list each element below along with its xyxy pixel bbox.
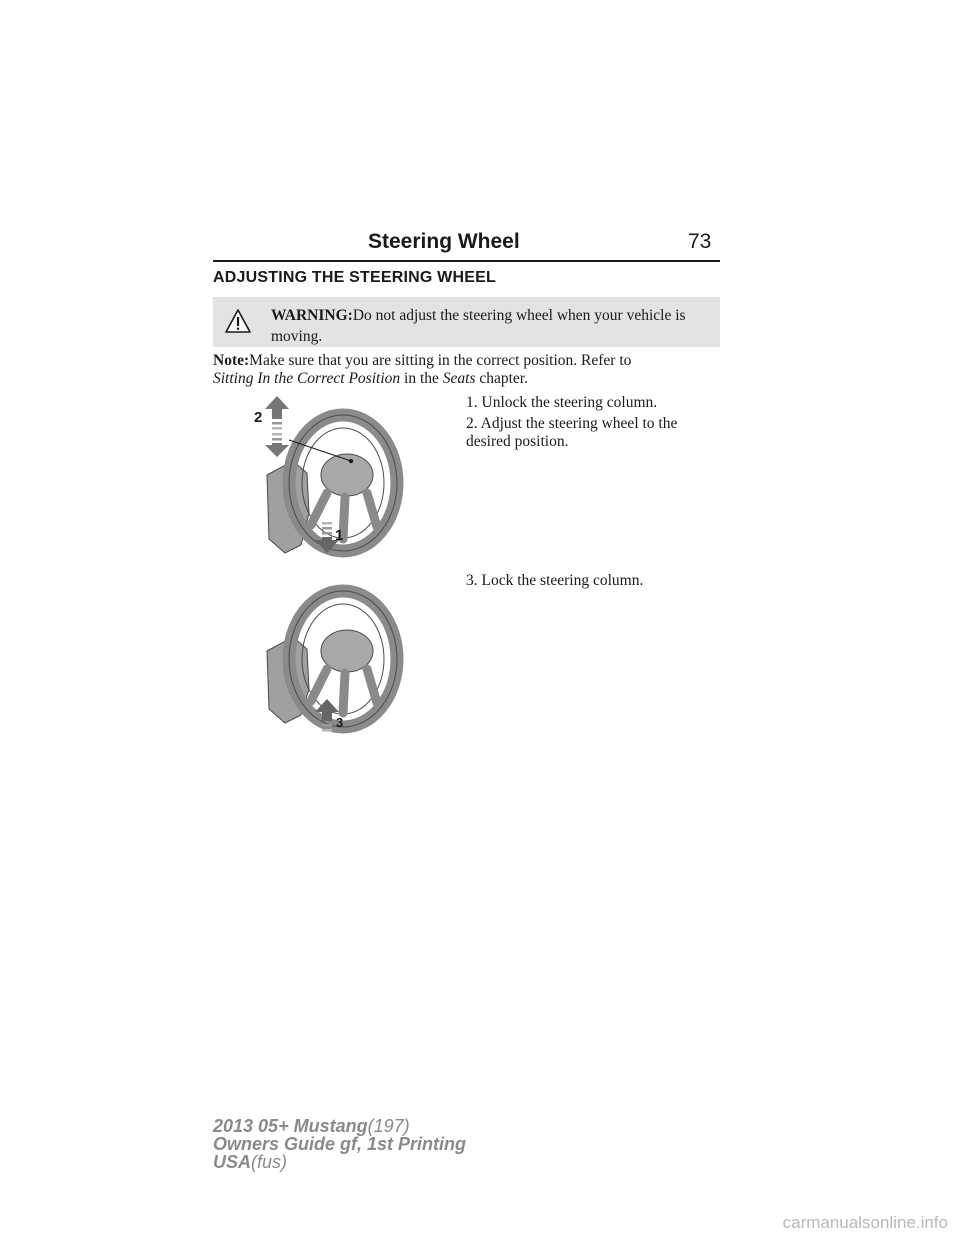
footer-market-code: (fus) bbox=[251, 1152, 288, 1172]
step-2: 2. Adjust the steering wheel to the desired position. bbox=[466, 415, 678, 450]
up-arrow-icon bbox=[265, 396, 289, 430]
warning-text bbox=[271, 305, 711, 347]
note-label: Note: bbox=[213, 352, 250, 369]
watermark: carmanualsonline.info bbox=[782, 1213, 948, 1232]
footer-model: 2013 05+ Mustang bbox=[213, 1116, 368, 1136]
footer-market: USA bbox=[213, 1152, 252, 1172]
note-chapter-reference: Seats bbox=[442, 370, 476, 387]
header-rule bbox=[213, 260, 720, 262]
page-footer bbox=[213, 1117, 466, 1171]
warning-label: WARNING: bbox=[271, 307, 353, 324]
down-arrow-icon bbox=[265, 433, 289, 457]
footer-model-code: (197) bbox=[367, 1116, 410, 1136]
note-text: Make sure that you are sitting in the correct position. Refer to bbox=[249, 352, 632, 369]
step-1: 1. Unlock the steering column. bbox=[466, 394, 658, 411]
note-text-mid: in the bbox=[404, 370, 439, 387]
section-heading: ADJUSTING THE STEERING WHEEL bbox=[213, 269, 496, 286]
step-3: 3. Lock the steering column. bbox=[466, 572, 644, 589]
warning-triangle-icon bbox=[225, 309, 251, 333]
callout-1: 1 bbox=[335, 527, 344, 544]
figure-steering-adjust bbox=[245, 393, 451, 568]
page-number: 73 bbox=[688, 230, 712, 253]
page-header-title: Steering Wheel bbox=[368, 230, 520, 253]
footer-guide: Owners Guide gf, 1st Printing bbox=[213, 1134, 467, 1154]
callout-2: 2 bbox=[254, 409, 263, 426]
note-section-reference: Sitting In the Correct Position bbox=[213, 370, 401, 387]
figure-steering-lock bbox=[245, 575, 451, 735]
note-text-end: chapter. bbox=[479, 370, 528, 387]
warning-message: Do not adjust the steering wheel when your vehicle is moving. bbox=[271, 307, 686, 345]
callout-3: 3 bbox=[336, 715, 344, 730]
note-paragraph bbox=[213, 352, 720, 388]
